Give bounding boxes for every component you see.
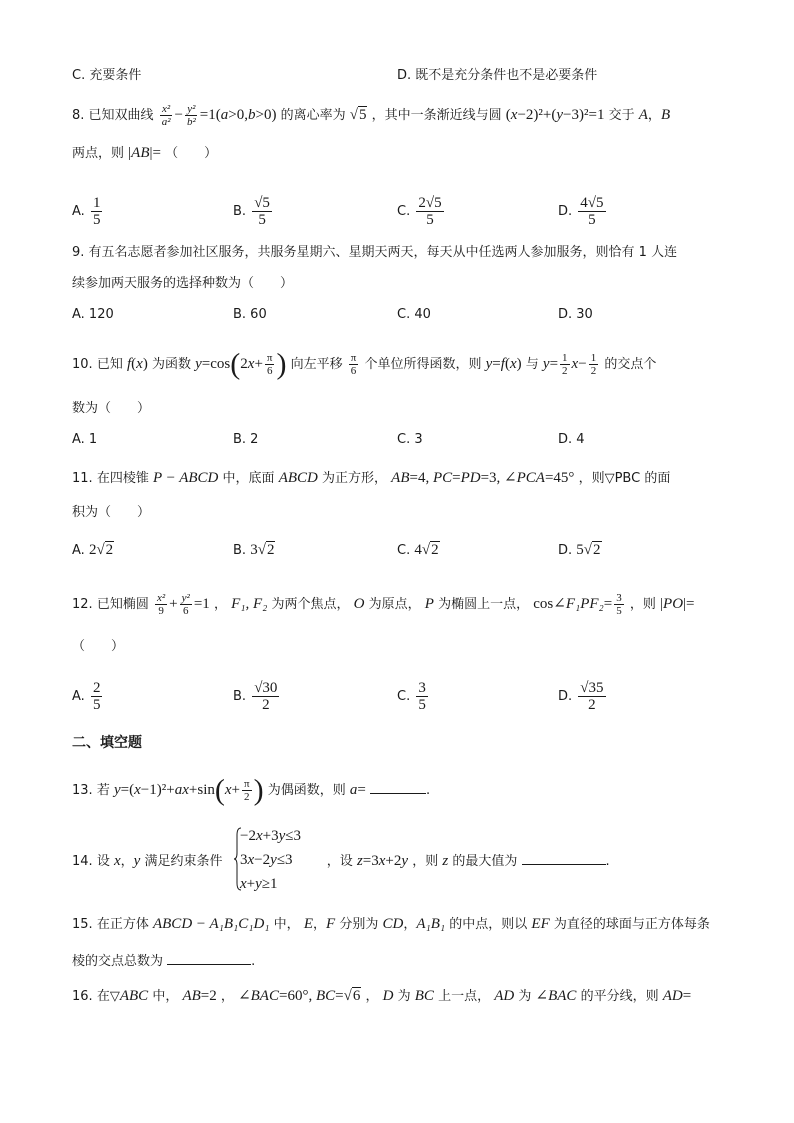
q9-option-a: A. 120 — [72, 307, 114, 322]
answer-blank[interactable] — [370, 779, 426, 794]
answer-blank[interactable] — [522, 850, 606, 865]
question-9: 9. 有五名志愿者参加社区服务，共服务星期六、星期天两天，每天从中任选两人参加服务，则恰有 1 人连 — [72, 245, 678, 260]
q12-option-b: B. $\frac{√30}{2}$ — [233, 680, 278, 713]
question-15: 15. 在正方体 ABCD − A₁B₁C₁D₁ 中， E，F 分别为 CD，A₁B₁ 的中点，则以 EF 为直径的球面与正方体每条 — [72, 916, 710, 932]
answer-blank[interactable] — [167, 950, 251, 965]
eccentricity-value: √5 — [349, 106, 367, 123]
q11-option-c: C. 4√2 — [397, 542, 439, 558]
q8-option-c: C. $\frac{2√5}{5}$ — [397, 195, 442, 228]
question-number: 14. — [72, 854, 93, 869]
circle-equation: (x−2)²+(y−3)²=1 — [505, 106, 605, 123]
q10-option-d: D. 4 — [558, 432, 585, 447]
question-number: 8. — [72, 107, 85, 123]
function-expression: y=(x−1)²+ax+sin(x+ $\frac{\pi}{2}$ ) — [113, 773, 264, 807]
q8-option-b: B. $\frac{√5}{5}$ — [233, 195, 270, 228]
constraint-1: −2x+3y≤3 — [240, 828, 302, 844]
question-number: 16. — [72, 989, 93, 1004]
question-10-line-2: 数为（ ） — [72, 401, 151, 416]
cosine-function: y=cos(2x+ $\frac{\pi}{6}$ ) — [195, 347, 287, 381]
question-12: 12. 已知椭圆 $\frac{\text{x²}}{9}$ + $\frac{\text{y²}}{6}$ =1 ， F₁, F₂ 为两个焦点， O 为原点， P 为椭圆上一点， cos∠F₁PF₂= $\frac{3}{5}$ ，则 |PO|= — [72, 592, 695, 617]
q12-option-a: A. $\frac{2}{5}$ — [72, 680, 101, 713]
q10-option-b: B. 2 — [233, 432, 259, 447]
question-14: 14. 设 x，y 满足约束条件 ，设 z=3x+2y ，则 z 的最大值为 . — [72, 850, 610, 872]
q7-option-c: C. 充要条件 — [72, 68, 142, 83]
question-11: 11. 在四棱锥 P − ABCD 中，底面 ABCD 为正方形， AB=4, PC=PD=3, ∠PCA=45° ，则▽PBC 的面 — [72, 470, 671, 486]
q8-option-a: A. $\frac{1}{5}$ — [72, 195, 101, 228]
question-13: 13. 若 y=(x−1)²+ax+sin(x+ $\frac{\pi}{2}$ ) 为偶函数，则 a= . — [72, 773, 431, 807]
question-15-line-2: 棱的交点总数为 . — [72, 950, 255, 972]
question-8: 8. 已知双曲线 $\frac{\text{x²}}{\text{a²}}$ − $\frac{\text{y²}}{\text{b²}}$ =1(a>0,b>0) 的离心率为 √5 ，其中一条渐近线与圆 (x−2)²+(y−3)²=1 交于 A，B — [72, 103, 671, 128]
q12-option-c: C. $\frac{3}{5}$ — [397, 680, 426, 713]
q11-option-a: A. 2√2 — [72, 542, 114, 558]
q9-option-c: C. 40 — [397, 307, 431, 322]
section-heading: 二、填空题 — [72, 735, 142, 751]
q10-option-a: A. 1 — [72, 432, 98, 447]
ab-length: |AB|= — [128, 145, 161, 161]
ellipse-equation: $\frac{\text{x²}}{9}$ + $\frac{\text{y²}}{6}$ =1 — [156, 592, 210, 617]
q11-option-d: D. 5√2 — [558, 542, 601, 558]
question-16: 16. 在▽ABC 中， AB=2 ， ∠BAC=60°, BC=√6 ， D 为 BC 上一点， AD 为 ∠BAC 的平分线，则 AD= — [72, 988, 692, 1004]
question-number: 13. — [72, 782, 93, 798]
question-number: 10. — [72, 356, 93, 372]
q7-option-d: D. 既不是充分条件也不是必要条件 — [397, 68, 598, 83]
question-12-line-2: （ ） — [72, 639, 125, 654]
question-number: 11. — [72, 471, 93, 486]
question-number: 15. — [72, 917, 93, 932]
question-9-line-2: 续参加两天服务的选择种数为（ ） — [72, 276, 294, 291]
question-11-line-2: 积为（ ） — [72, 505, 151, 520]
q9-option-d: D. 30 — [558, 307, 593, 322]
q12-option-d: D. $\frac{√35}{2}$ — [558, 680, 604, 713]
question-10: 10. 已知 f(x) 为函数 y=cos(2x+ $\frac{\pi}{6}$ ) 向左平移 $\frac{\pi}{6}$ 个单位所得函数，则 y=f(x) 与 y= $\frac{1}{2}$ x− $\frac{1}{2}$ 的交点个 — [72, 347, 657, 381]
question-8-line-2: 两点，则 |AB|= （ ） — [72, 145, 218, 161]
linear-function: y= $\frac{1}{2}$ x− $\frac{1}{2}$ — [542, 352, 597, 377]
hyperbola-equation: $\frac{\text{x²}}{\text{a²}}$ − $\frac{\text{y²}}{\text{b²}}$ =1(a>0,b>0) — [161, 103, 277, 128]
question-number: 9. — [72, 245, 85, 260]
q10-option-c: C. 3 — [397, 432, 423, 447]
question-number: 12. — [72, 596, 93, 612]
q9-option-b: B. 60 — [233, 307, 267, 322]
constraint-2: 3x−2y≤3 — [240, 852, 293, 868]
q11-option-b: B. 3√2 — [233, 542, 275, 558]
constraint-3: x+y≥1 — [240, 876, 278, 892]
q8-option-d: D. $\frac{4√5}{5}$ — [558, 195, 604, 228]
